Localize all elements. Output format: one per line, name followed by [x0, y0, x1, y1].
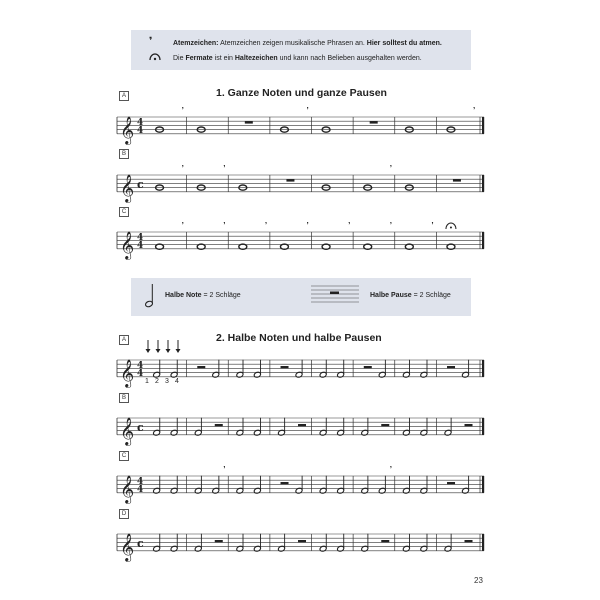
breath-mark: ’ [181, 221, 184, 230]
half-rest [197, 366, 205, 368]
fermata-dot [450, 227, 452, 229]
breath-mark: ’ [223, 164, 226, 173]
treble-clef-icon: 𝄞 [120, 173, 135, 202]
whole-rest [453, 179, 461, 181]
half-rest [281, 366, 289, 368]
treble-clef-icon: 𝄞 [120, 532, 135, 561]
exercise-label: D [119, 509, 129, 519]
breath-mark: ’ [306, 106, 309, 115]
time-signature-bottom: 4 [137, 485, 144, 496]
half-rest [215, 424, 223, 426]
breath-mark: ’ [223, 221, 226, 230]
treble-clef-icon: 𝄞 [120, 358, 135, 387]
beat-arrow-head [156, 349, 161, 353]
whole-rest [245, 121, 253, 123]
whole-rest [370, 121, 378, 123]
half-rest [281, 482, 289, 484]
final-barline-thick [482, 418, 484, 435]
exercise-label: C [119, 451, 129, 461]
beat-number: 4 [175, 378, 179, 385]
half-rest [465, 424, 473, 426]
breath-mark: ’ [431, 221, 434, 230]
time-signature-bottom: 4 [137, 126, 144, 137]
half-note-legend: Halbe Note = 2 Schläge [165, 292, 241, 299]
half-rest [364, 366, 372, 368]
half-rest [298, 540, 306, 542]
fermata-text: Die Fermate ist ein Haltezeichen und kann nach Belieben ausgehalten werden. [173, 55, 422, 62]
breath-mark: ’ [223, 465, 226, 474]
time-signature-top: 4 [137, 232, 144, 243]
breath-mark: ’ [264, 221, 268, 230]
half-rest [381, 424, 389, 426]
breath-mark: ’ [473, 106, 476, 115]
section2-title: 2. Halbe Noten und halbe Pausen [216, 332, 382, 344]
section1-title: 1. Ganze Noten und ganze Pausen [216, 87, 387, 99]
time-signature-bottom: 4 [137, 369, 144, 380]
common-time-icon: c [137, 537, 144, 551]
breath-mark-icon: ❜ [149, 36, 153, 47]
final-barline-thick [482, 175, 484, 192]
breath-mark: ’ [389, 465, 392, 474]
beat-number: 1 [145, 378, 149, 385]
beat-arrow-head [166, 349, 171, 353]
treble-clef-icon: 𝄞 [120, 474, 135, 503]
common-time-icon: c [137, 421, 144, 435]
half-rest [215, 540, 223, 542]
breath-mark-text: Atemzeichen: Atemzeichen zeigen musikalische Phrasen an. Hier solltest du atmen. [173, 40, 442, 47]
exercise-label: A [119, 91, 129, 101]
beat-number: 2 [155, 378, 159, 385]
half-rest [298, 424, 306, 426]
final-barline-thick [482, 476, 484, 493]
time-signature-bottom: 4 [137, 241, 144, 252]
final-barline-thick [482, 534, 484, 551]
breath-mark: ’ [181, 164, 184, 173]
breath-mark: ’ [389, 164, 392, 173]
beat-arrow-head [176, 349, 181, 353]
time-signature-top: 4 [137, 117, 144, 128]
treble-clef-icon: 𝄞 [120, 230, 135, 259]
beat-number: 3 [165, 378, 169, 385]
treble-clef-icon: 𝄞 [120, 416, 135, 445]
whole-rest [286, 179, 294, 181]
breath-mark: ’ [306, 221, 309, 230]
common-time-icon: c [137, 178, 144, 192]
time-signature-top: 4 [137, 360, 144, 371]
exercise-label: B [119, 149, 129, 159]
exercise-label: C [119, 207, 129, 217]
breath-mark: ’ [181, 106, 184, 115]
half-rest [381, 540, 389, 542]
breath-mark: ’ [389, 221, 392, 230]
page-number: 23 [474, 576, 483, 585]
exercise-label: A [119, 335, 129, 345]
half-rest [447, 366, 455, 368]
half-rest [447, 482, 455, 484]
final-barline-thick [482, 232, 484, 249]
final-barline-thick [482, 117, 484, 134]
time-signature-top: 4 [137, 476, 144, 487]
treble-clef-icon: 𝄞 [120, 115, 135, 144]
exercise-label: B [119, 393, 129, 403]
breath-mark: ’ [348, 221, 351, 230]
half-rest [465, 540, 473, 542]
beat-arrow-head [146, 349, 151, 353]
final-barline-thick [482, 360, 484, 377]
half-rest-legend: Halbe Pause = 2 Schläge [370, 292, 451, 299]
